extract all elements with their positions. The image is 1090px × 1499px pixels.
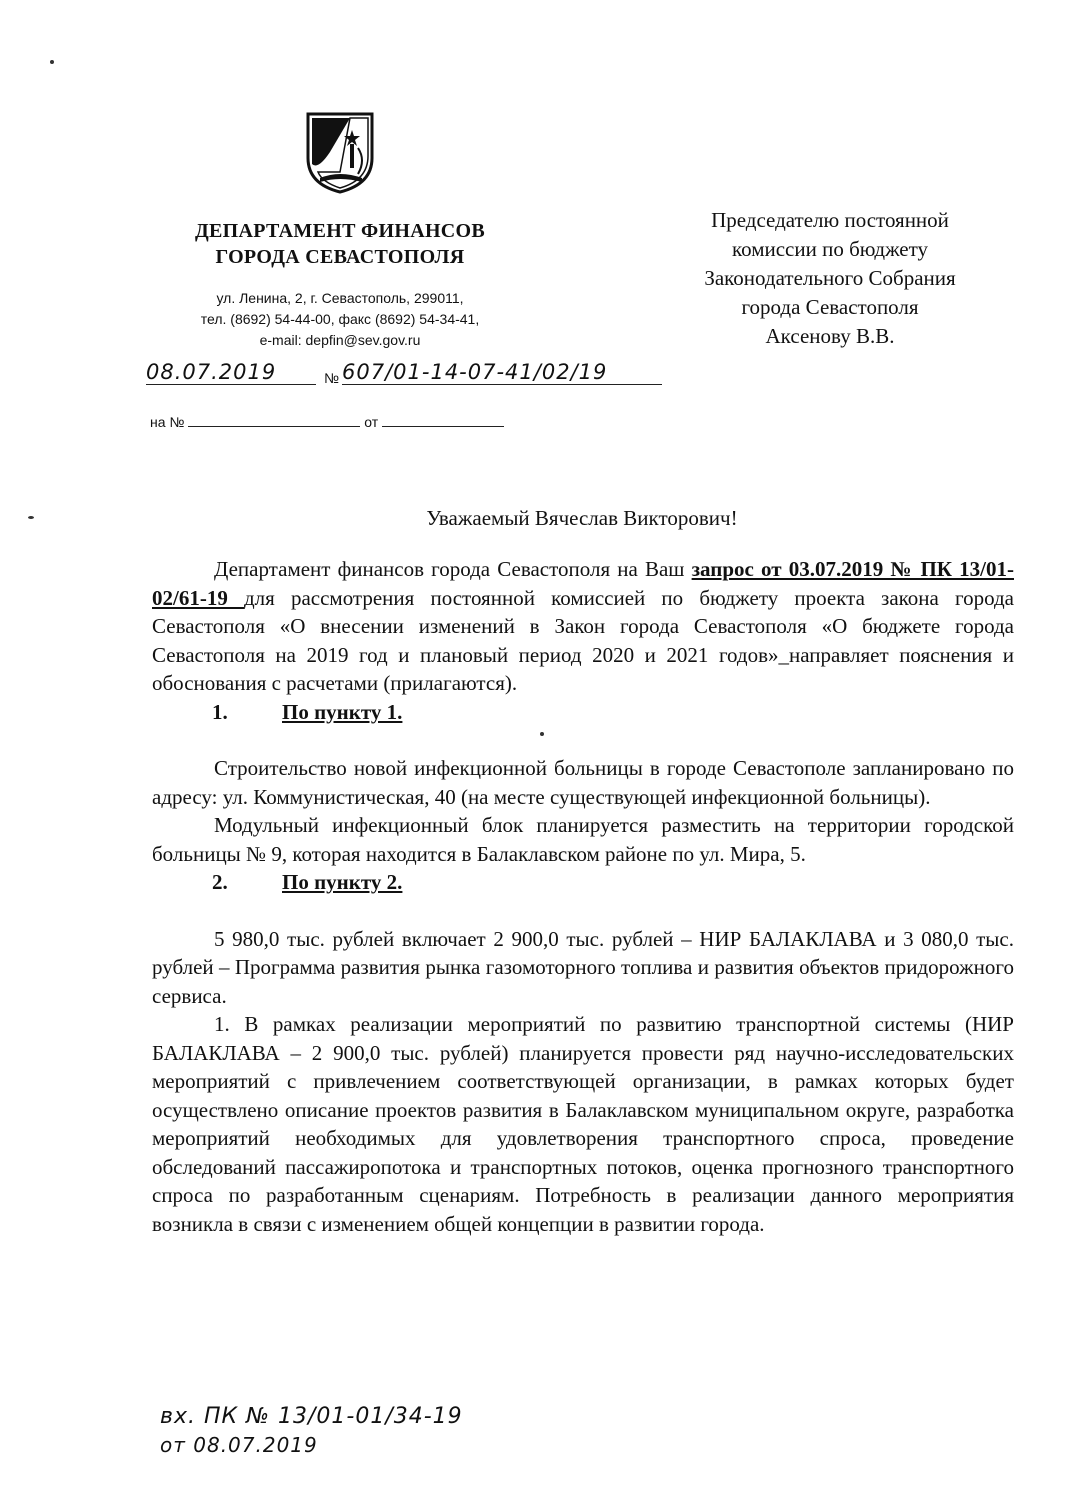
incoming-number: вх. ПК № 13/01-01/34-19 [160, 1404, 463, 1429]
section-1-paragraph-1: Строительство новой инфекционной больницы в городе Севастополе запланировано по адресу: ул. Коммунистическая, 40 (на месте существующей инфекционной больницы). [152, 756, 1014, 809]
recipient-line-5: Аксенову В.В. [765, 324, 895, 348]
department-header [150, 218, 530, 351]
recipient-block [660, 206, 1000, 351]
section-1-heading [152, 698, 1014, 727]
incoming-registration-note [160, 1404, 580, 1457]
department-address [150, 288, 530, 351]
reference-number-label: на № [150, 414, 185, 430]
department-name-line-1: ДЕПАРТАМЕНТ ФИНАНСОВ [194, 220, 486, 242]
coat-of-arms-icon [300, 108, 380, 196]
scan-speck [50, 60, 54, 64]
reference-line [150, 412, 550, 430]
reference-date-label: от [364, 414, 379, 430]
letter-body [152, 555, 1014, 1238]
reference-date-blank [382, 412, 504, 427]
department-name-line-2: ГОРОДА СЕВАСТОПОЛЯ [215, 246, 465, 268]
address-line-2: тел. (8692) 54-44-00, факс (8692) 54-34-41, [200, 311, 480, 327]
spacer [152, 897, 1014, 925]
section-2-paragraph-2: 1. В рамках реализации мероприятий по развитию транспортной системы (НИР БАЛАКЛАВА – 2 900,0 тыс. рублей) планируется провести ряд научно-исследовательских мероприятий с привлечением соответствующей организации, в рамках которых будет осуществлено описание проектов развития в Балаклавском муниципальном округе, разработка мероприятий необходимых для удовлетворения транспортного спроса, проведение обследований пассажиропотока и транспортных потоков, оценка прогнозного транспортного спроса по разработанным сценариям. Потребность в реализации данного мероприятия возникла в связи с изменением общей концепции в развитии города. [152, 1012, 1014, 1236]
recipient-line-2: комиссии по бюджету [731, 237, 929, 261]
intro-paragraph [152, 555, 1014, 698]
request-reference: запрос от 03.07.2019 № ПК 13/01-02/61-19 [152, 557, 1014, 610]
section-2-paragraph-1: 5 980,0 тыс. рублей включает 2 900,0 тыс. рублей – НИР БАЛАКЛАВА и 3 080,0 тыс. рублей – Программа развития рынка газомоторного топлива и развития объектов придорожного сервиса. [152, 926, 1014, 1008]
section-1-number: 1. [212, 699, 228, 724]
section-1-paragraph-2: Модульный инфекционный блок планируется разместить на территории городской больницы № 9, которая находится в Балаклавском районе по ул. Мира, 5. [152, 813, 1014, 866]
intro-text-after: для рассмотрения постоянной комиссией по бюджету проекта закона города Севастополя «О внесении изменений в Закон города Севастополя «О бюджете города Севастополя на 2019 год и плановый период 2020 и 2021 годов»_направляет пояснения и обоснования с расчетами (прилагаются). [152, 585, 1015, 695]
recipient-line-4: города Севастополя [741, 295, 919, 319]
recipient-line-1: Председателю постоянной [711, 208, 949, 232]
reference-number-blank [188, 412, 360, 427]
address-line-3: e-mail: depfin@sev.gov.ru [259, 332, 421, 348]
section-2-title: По пункту 2. [282, 870, 403, 894]
recipient-line-3: Законодательного Собрания [704, 266, 956, 290]
outgoing-number-label: № [324, 370, 340, 386]
outgoing-registration [146, 352, 646, 392]
incoming-date: от 08.07.2019 [160, 1433, 318, 1457]
section-2-heading [152, 868, 1014, 897]
scan-speck [540, 732, 544, 736]
section-1-title: По пункту 1. [282, 699, 403, 724]
section-2-number: 2. [212, 870, 228, 894]
address-line-1: ул. Ленина, 2, г. Севастополь, 299011, [216, 290, 464, 306]
outgoing-date: 08.07.2019 [146, 360, 316, 385]
salutation: Уважаемый Вячеслав Викторович! [426, 506, 738, 530]
outgoing-number: 607/01-14-07-41/02/19 [342, 360, 662, 385]
spacer [152, 726, 1014, 754]
intro-text-before: Департамент финансов города Севастополя на Ваш [214, 557, 692, 581]
scan-speck [28, 516, 34, 519]
